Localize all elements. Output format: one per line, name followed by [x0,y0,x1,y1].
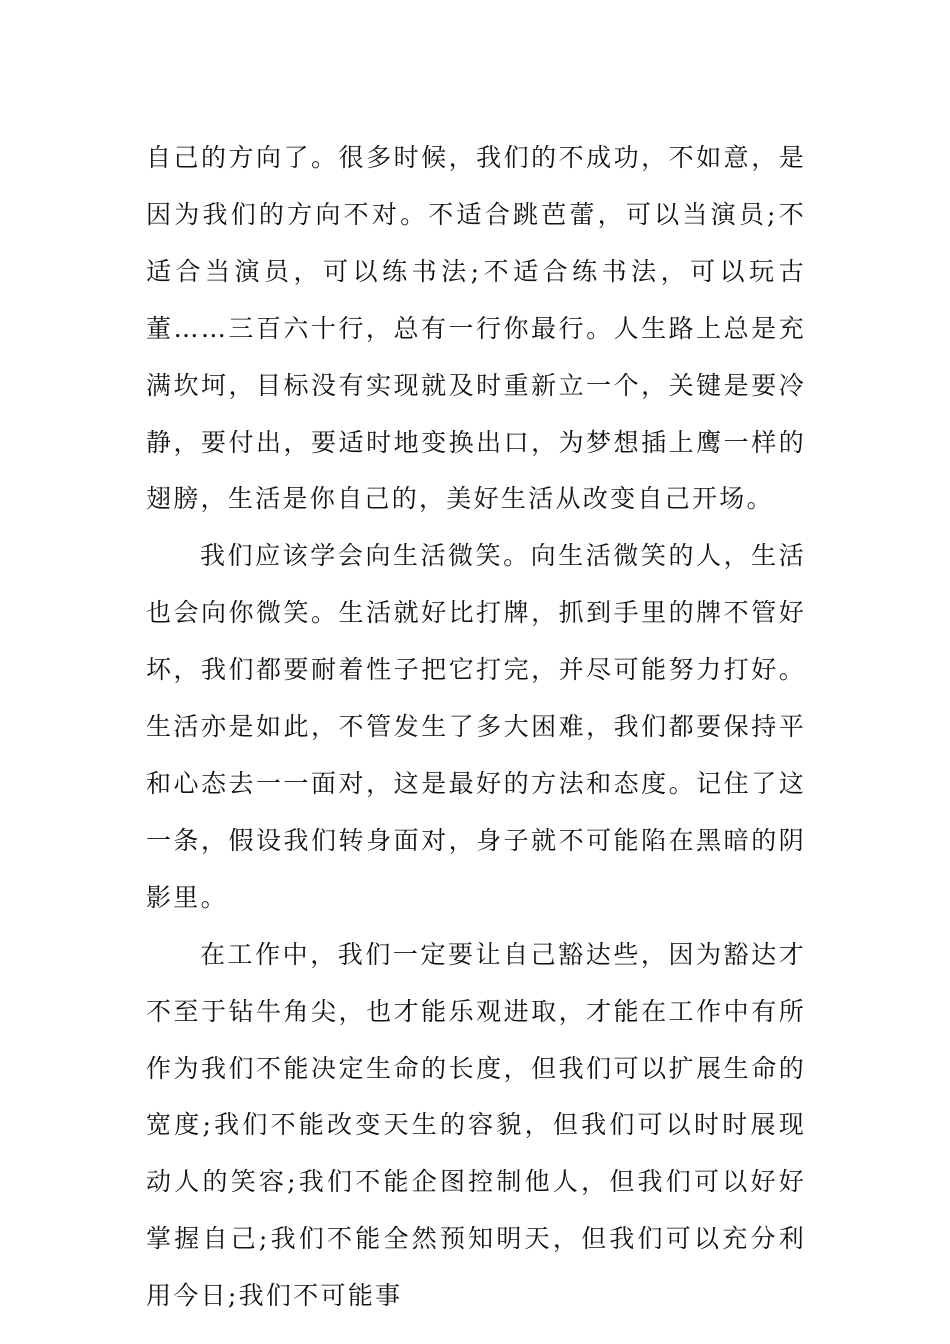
paragraph-1: 自己的方向了。很多时候，我们的不成功，不如意，是因为我们的方向不对。不适合跳芭蕾，可以当演员;不适合当演员，可以练书法;不适合练书法，可以玩古董……三百六十行，总有一行你最行。人生路上总是充满坎坷，目标没有实现就及时重新立一个，关键是要冷静，要付出，要适时地变换出口，为梦想插上鹰一样的翅膀，生活是你自己的，美好生活从改变自己开场。 [146,143,806,514]
paragraph-2: 我们应该学会向生活微笑。向生活微笑的人，生活也会向你微笑。生活就好比打牌，抓到手里的牌不管好坏，我们都要耐着性子把它打完，并尽可能努力打好。生活亦是如此，不管发生了多大困难，我们都要保持平和心态去一一面对，这是最好的方法和态度。记住了这一条，假设我们转身面对，身子就不可能陷在黑暗的阴影里。 [146,541,806,912]
paragraph-3: 在工作中，我们一定要让自己豁达些，因为豁达才不至于钻牛角尖，也才能乐观进取，才能在工作中有所作为我们不能决定生命的长度，但我们可以扩展生命的宽度;我们不能改变天生的容貌，但我们可以时时展现动人的笑容;我们不能企图控制他人，但我们可以好好掌握自己;我们不能全然预知明天，但我们可以充分利用今日;我们不可能事 [146,939,806,1311]
body-text [146,130,806,1325]
